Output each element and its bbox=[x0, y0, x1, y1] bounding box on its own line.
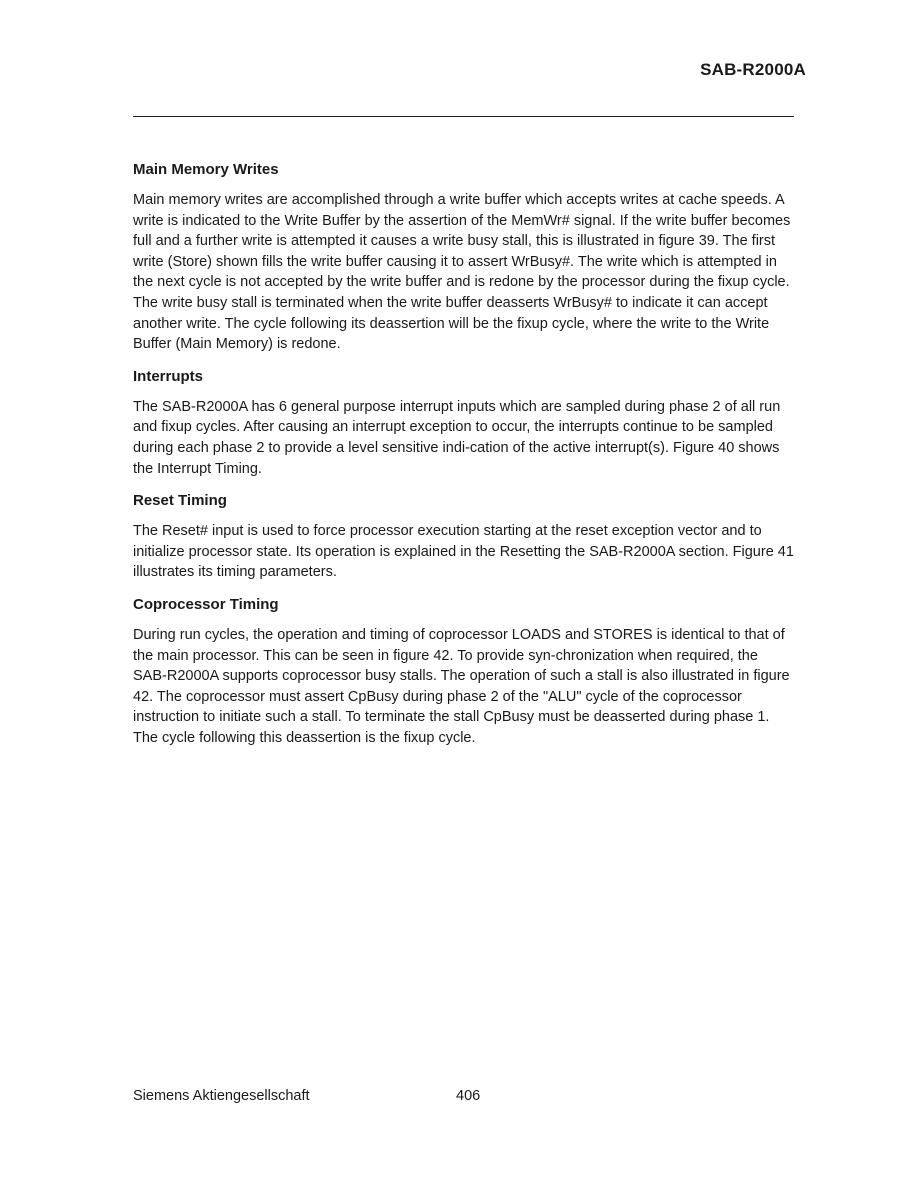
section-heading: Coprocessor Timing bbox=[133, 595, 279, 613]
section-paragraph: The Reset# input is used to force processor execution starting at the reset exception vector and to initialize processor state. Its operation is explained in the Resetting the SAB-R2000A section. Figure 41 illustrates its timing parameters. bbox=[133, 523, 794, 581]
footer-company-name: Siemens Aktiengesellschaft bbox=[133, 1088, 310, 1104]
section-heading: Main Memory Writes bbox=[133, 161, 279, 178]
document-title: SAB-R2000A bbox=[700, 60, 806, 79]
page-content bbox=[133, 160, 795, 760]
section-paragraph: The SAB-R2000A has 6 general purpose interrupt inputs which are sampled during phase 2 of all run and fixup cycles. After causing an interrupt exception to occur, the interrupts continue to be sampled during each phase 2 to provide a level sensitive indi-cation of the active interrupt(s). Figure 40 shows the Interrupt Timing. bbox=[133, 398, 781, 477]
section-interrupts bbox=[133, 367, 795, 479]
section-main-memory-writes bbox=[133, 160, 795, 355]
header-rule bbox=[133, 116, 794, 117]
section-paragraph: During run cycles, the operation and timing of coprocessor LOADS and STORES is identical to that of the main processor. This can be seen in figure 42. To provide syn-chronization when required, the SAB-R2000A supports coprocessor busy stalls. The operation of such a stall is also illustrated in figure 42. The coprocessor must assert CpBusy during phase 2 of the "ALU" cycle of the coprocessor instruction to initiate such a stall. To terminate the stall CpBusy must be deasserted during phase 1. The cycle following this deassertion is the fixup cycle. bbox=[133, 626, 790, 746]
section-coprocessor-timing bbox=[133, 595, 795, 749]
section-reset-timing bbox=[133, 491, 795, 583]
section-heading: Interrupts bbox=[133, 367, 204, 385]
section-heading: Reset Timing bbox=[133, 492, 227, 510]
section-paragraph: Main memory writes are accomplished through a write buffer which accepts writes at cache speeds. A write is indicated to the Write Buffer by the assertion of the MemWr# signal. If the write buffer becomes full and a further write is attempted it causes a write busy stall, this is illustrated in figure 39. The first write (Store) shown fills the write buffer causing it to assert WrBusy#. The write which is attempted in the next cycle is not accepted by the write buffer and is redone by the processor during the fixup cycle. The write busy stall is terminated when the write buffer deasserts WrBusy# to indicate it can accept another write. The cycle following its deassertion will be the fixup cycle, where the write to the Write Buffer (Main Memory) is redone. bbox=[133, 192, 791, 353]
footer-page-number: 406 bbox=[456, 1088, 481, 1104]
